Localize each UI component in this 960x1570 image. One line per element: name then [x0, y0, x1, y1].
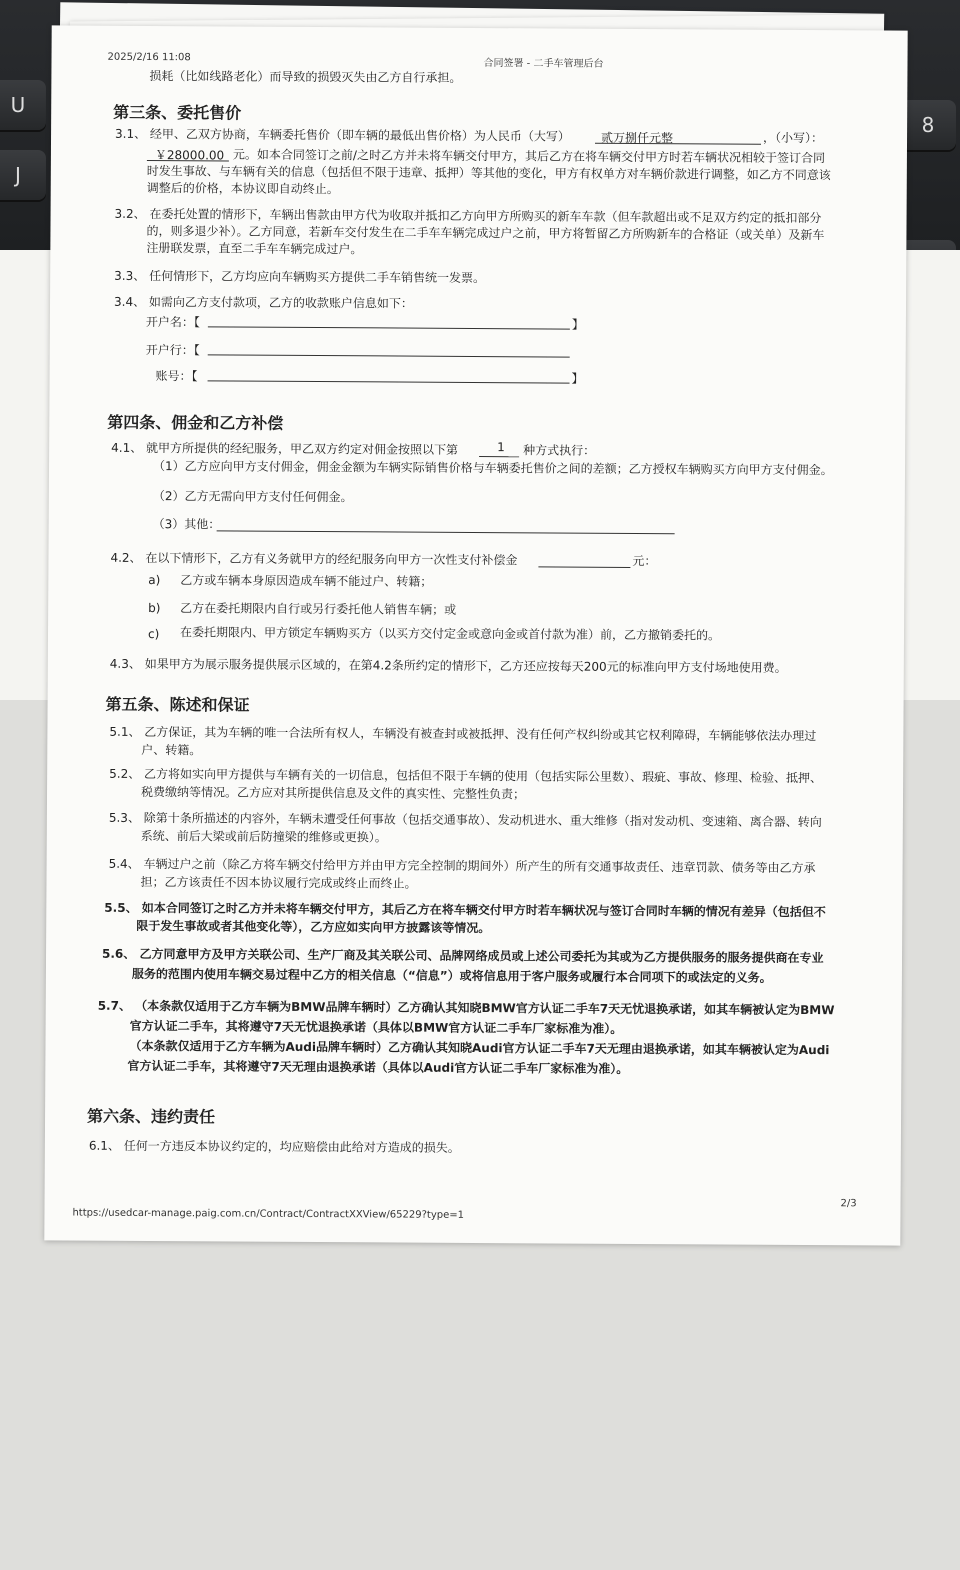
- clause-5-1: 5.1、 乙方保证，其为车辆的唯一合法所有权人，车辆没有被查封或被抵押、没有任何产权纠纷或其它权利障碍，车辆能够依法办理过: [109, 724, 817, 744]
- key-8: 8: [900, 100, 956, 150]
- underline: [479, 456, 519, 457]
- clause-5-4: 5.4、 车辆过户之前（除乙方将车辆交付给甲方并由甲方完全控制的期间外）所产生的所有交通事故责任、违章罚款、债务等由乙方承: [108, 856, 816, 876]
- clause-3-4: 3.4、 如需向乙方支付款项，乙方的收款账户信息如下：: [113, 294, 413, 311]
- text-line: 时发生事故、与车辆有关的信息（包括但不限于违章、抵押）等其他的变化，甲方有权单方对车辆价款进行调整，如乙方不同意该: [146, 163, 831, 183]
- text-line: （本条款仅适用于乙方车辆为Audi品牌车辆时）乙方确认其知晓Audi官方认证二手车7天无理由退换承诺，如其车辆被认定为Audi: [129, 1038, 830, 1058]
- other-field: [217, 530, 675, 534]
- clause-5-7: 5.7、 （本条款仅适用于乙方车辆为BMW品牌车辆时）乙方确认其知晓BMW官方认证二手车7天无忧退换承诺，如其车辆被认定为BMW: [97, 998, 835, 1018]
- price-in-figures: ￥28000.00: [154, 148, 225, 163]
- text-line: 限于发生事故或者其他变化等），乙方应如实向甲方披露该等情况。: [136, 918, 491, 936]
- text-line: 元。如本合同签订之前/之时乙方并未将车辆交付甲方，其后乙方在将车辆交付甲方时若车辆状况相较于签订合同: [232, 147, 826, 166]
- text-line: 服务的范围内使用车辆交易过程中乙方的相关信息（“信息”）或将信息用于客户服务或履行本合同项下的或法定的义务。: [131, 966, 772, 985]
- compensation-field: [538, 566, 630, 568]
- text-line: 户、转籍。: [141, 742, 202, 758]
- option-1: （1）乙方应向甲方支付佣金，佣金金额为车辆实际销售价格与车辆委托售价之间的差额；乙方授权车辆购买方向甲方支付佣金。: [152, 459, 833, 478]
- clause-5-3: 5.3、 除第十条所描述的内容外，车辆未遭受任何事故（包括交通事故）、发动机进水、重大维修（指对发动机、变速箱、离合器、转向: [108, 810, 822, 830]
- account-bank-field: [208, 354, 570, 357]
- clause-3-2: 3.2、 在委托处置的情形下，车辆出售款由甲方代为收取并抵扣乙方向甲方所购买的新车车款（但车款超出或不足双方约定的抵扣部分: [114, 206, 822, 226]
- account-number-label: 账号：【: [155, 369, 198, 384]
- clause-3-1: 3.1、 经甲、乙双方协商，车辆委托售价（即车辆的最低出售价格）为人民币（大写）: [115, 126, 570, 144]
- clause-4-2-a: 乙方或车辆本身原因造成车辆不能过户、转籍；: [180, 573, 433, 589]
- section-heading: 第四条、佣金和乙方补偿: [107, 412, 284, 433]
- item-marker: b): [148, 600, 161, 616]
- text-line: 税费缴纳等情况。乙方应对其所提供信息及文件的真实性、完整性负责；: [140, 784, 526, 802]
- section-heading: 第五条、陈述和保证: [105, 694, 250, 715]
- clause-6-1: 6.1、 任何一方违反本协议约定的，均应赔偿由此给对方造成的损失。: [88, 1138, 460, 1155]
- clause-5-6: 5.6、 乙方同意甲方及甲方关联公司、生产厂商及其关联公司、品牌网络成员或上述公司委托为其或为乙方提供服务的服务提供商在专业: [102, 946, 824, 966]
- item-marker: c): [147, 626, 160, 642]
- clause-4-1: 4.1、 就甲方所提供的经纪服务，甲乙双方约定对佣金按照以下第: [111, 440, 459, 457]
- clause-5-2: 5.2、 乙方将如实向甲方提供与车辆有关的一切信息，包括但不限于车辆的使用（包括实际公里数）、瑕疵、事故、修理、检验、抵押、: [109, 766, 823, 786]
- account-name-field: [208, 326, 570, 329]
- contract-page: [44, 25, 907, 1245]
- bracket: 】: [571, 371, 584, 386]
- clause-4-3: 4.3、 如果甲方为展示服务提供展示区域的，在第4.2条所约定的情形下，乙方还应按每天200元的标准向甲方支付场地使用费。: [109, 656, 787, 675]
- clause-4-2: 4.2、 在以下情形下，乙方有义务就甲方的经纪服务向甲方一次性支付补偿金: [110, 550, 518, 568]
- clause-5-5: 5.5、 如本合同签订之时乙方并未将车辆交付甲方，其后乙方在将车辆交付甲方时若车辆状况与签订合同时车辆的情况有差异（包括但不: [104, 900, 826, 920]
- key-j: J: [0, 150, 46, 200]
- print-title: 合同签署 - 二手车管理后台: [483, 58, 604, 70]
- account-name-label: 开户名：【: [145, 314, 200, 330]
- page-url: https://usedcar-manage.paig.com.cn/Contract/ContractXXView/65229?type=1: [72, 1207, 465, 1221]
- text-line: 损耗（比如线路老化）而导致的损毁灭失由乙方自行承担。: [149, 68, 462, 85]
- account-number-field: [208, 380, 570, 383]
- text-line: 官方认证二手车，其将遵守7天无理由退换承诺（具体以Audi官方认证二手车厂家标准为准）。: [127, 1058, 629, 1076]
- option-2: （2）乙方无需向甲方支付任何佣金。: [152, 489, 353, 505]
- key-u: U: [0, 80, 46, 130]
- price-in-words: 贰万捌仟元整: [601, 130, 674, 146]
- page-number: 2/3: [840, 1198, 857, 1210]
- text-line: ，（小写）：: [763, 130, 824, 146]
- text-line: 注册联发票，直至二手车车辆完成过户。: [146, 240, 363, 257]
- item-marker: a): [148, 572, 161, 588]
- section-heading: 第六条、违约责任: [86, 1106, 216, 1127]
- bracket: 】: [571, 317, 584, 332]
- section-heading: 第三条、委托售价: [113, 102, 242, 123]
- clause-4-2-b: 乙方在委托期限内自行或另行委托他人销售车辆；或: [180, 601, 457, 617]
- clause-3-3: 3.3、 任何情形下，乙方均应向车辆购买方提供二手车销售统一发票。: [114, 268, 486, 286]
- text-line: 系统、前后大梁或前后防撞梁的维修或更换）。: [140, 828, 387, 845]
- text-line: 调整后的价格，本协议即自动终止。: [146, 180, 339, 197]
- text-line: 种方式执行：: [523, 443, 596, 458]
- clause-4-2-c: 在委托期限内、甲方锁定车辆购买方（以买方交付定金或意向金或首付款为准）前，乙方撤销委托的。: [179, 625, 721, 643]
- commission-option: 1: [497, 440, 505, 455]
- text-line: 担；乙方该责任不因本协议履行完成或终止而终止。: [140, 874, 417, 891]
- text-line: 的，则多退少补）。乙方同意，若新车交付发生在二手车车辆完成过户之前，甲方将暂留乙方所购新车的合格证（或关单）及新车: [146, 223, 825, 243]
- text-line: 官方认证二手车，其将遵守7天无忧退换承诺（具体以BMW官方认证二手车厂家标准为准）。: [129, 1018, 623, 1036]
- text-line: 元：: [632, 553, 657, 569]
- print-datetime: 2025/2/16 11:08: [107, 51, 191, 64]
- account-bank-label: 开户行：【: [145, 342, 200, 358]
- option-3: （3）其他：: [152, 517, 221, 532]
